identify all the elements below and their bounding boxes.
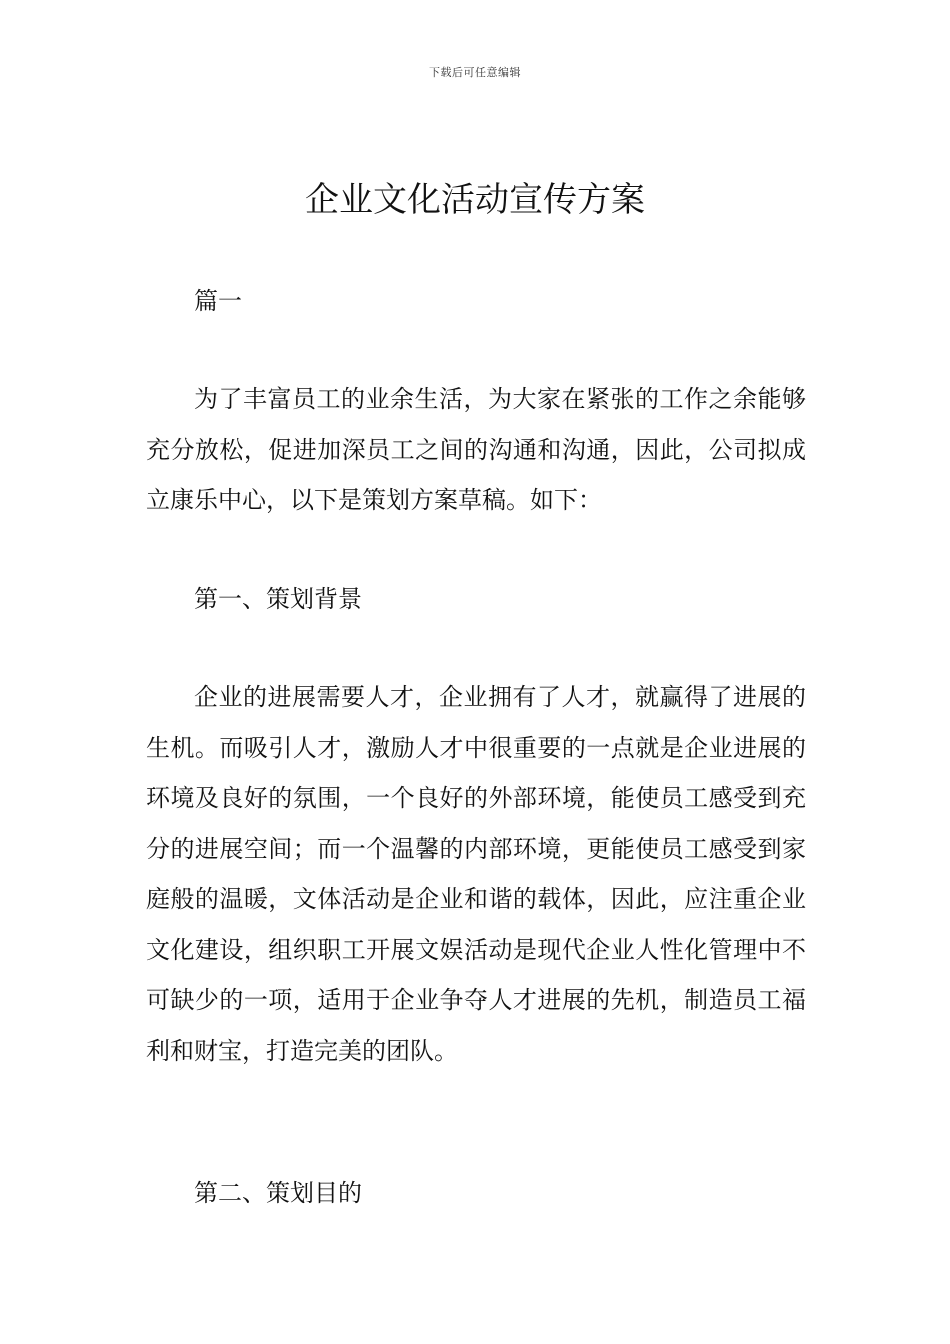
intro-paragraph: 为了丰富员工的业余生活，为大家在紧张的工作之余能够充分放松，促进加深员工之间的沟通和沟通，因此，公司拟成立康乐中心，以下是策划方案草稿。如下： [146, 385, 806, 514]
section-label-block [146, 276, 806, 326]
document-title: 企业文化活动宣传方案 [305, 180, 645, 220]
heading-1-block [146, 574, 806, 624]
section-label: 篇一 [194, 287, 242, 315]
heading-background: 第一、策划背景 [194, 585, 362, 613]
intro-block [146, 374, 806, 526]
background-block [146, 672, 806, 1076]
heading-purpose: 第二、策划目的 [194, 1179, 362, 1207]
heading-2-block [146, 1168, 806, 1218]
background-paragraph: 企业的进展需要人才，企业拥有了人才，就赢得了进展的生机。而吸引人才，激励人才中很重要的一点就是企业进展的环境及良好的氛围，一个良好的外部环境，能使员工感受到充分的进展空间；而一个温馨的内部环境，更能使员工感受到家庭般的温暖，文体活动是企业和谐的载体，因此，应注重企业文化建设，组织职工开展文娱活动是现代企业人性化管理中不可缺少的一项，适用于企业争夺人才进展的先机，制造员工福利和财宝，打造完美的团队。 [146, 683, 806, 1065]
header-note: 下载后可任意编辑 [429, 66, 521, 79]
